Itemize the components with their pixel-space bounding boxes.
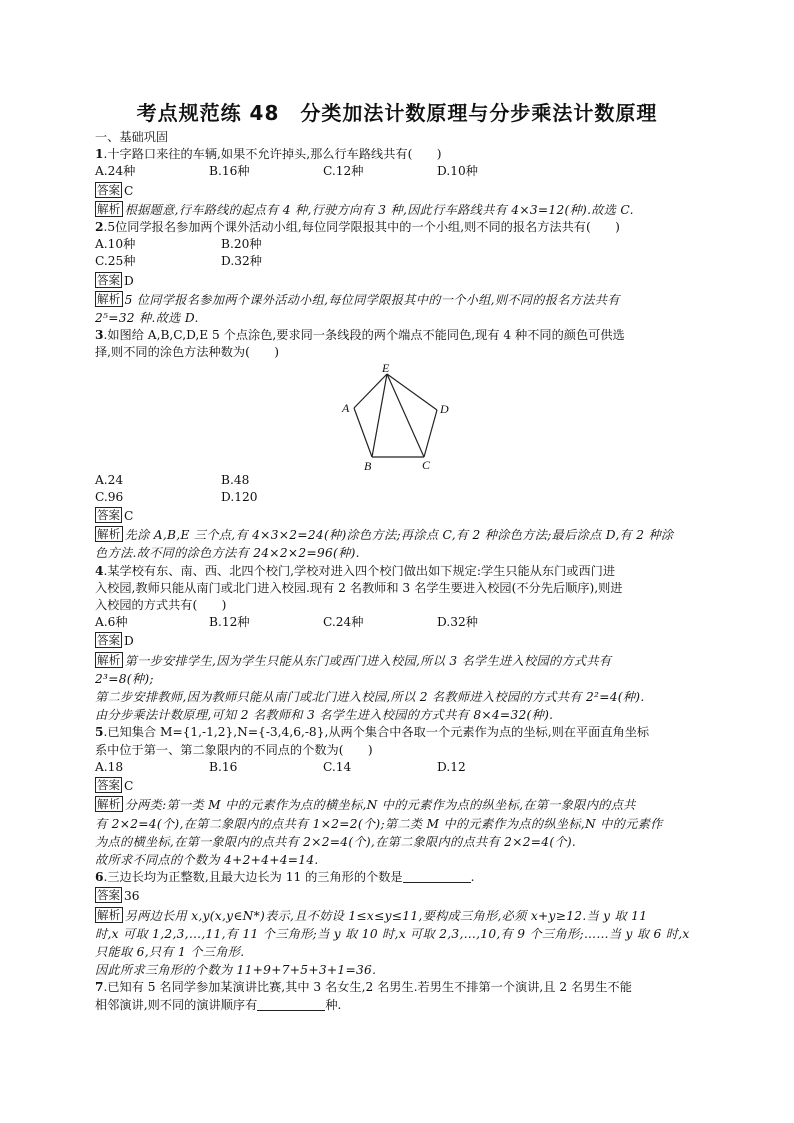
answer-tag: 答案 xyxy=(97,888,120,903)
explanation-text: 分两类:第一类 M 中的元素作为点的横坐标,N 中的元素作为点的纵坐标,在第一象限内的点共 xyxy=(124,798,636,813)
segment-ec xyxy=(387,374,424,457)
question-number: 6 xyxy=(95,870,104,885)
option-c: C.96 xyxy=(95,489,124,504)
pentagon-figure xyxy=(335,364,465,472)
question-4-line2: 入校园,教师只能从南门或北门进入校园.现有 2 名教师和 3 名学生要进入校园(不分先后顺序),则进 xyxy=(95,580,623,595)
answer-value: D xyxy=(124,273,134,288)
answer-4 xyxy=(95,632,700,650)
option-d: D.12 xyxy=(437,759,466,774)
options-3b xyxy=(95,489,700,506)
explanation-3-line2: 色方法.故不同的涂色方法有 24×2×2=96(种). xyxy=(95,546,360,561)
question-number: 3 xyxy=(95,328,104,343)
question-number: 2 xyxy=(95,220,104,235)
question-7 xyxy=(95,979,700,996)
answer-value: C xyxy=(124,509,134,524)
question-3 xyxy=(95,327,700,344)
question-number: 1 xyxy=(95,147,104,162)
option-a: A.6种 xyxy=(95,615,128,630)
option-a: A.24 xyxy=(95,472,124,487)
answer-blank xyxy=(403,870,471,883)
question-4 xyxy=(95,563,700,580)
question-text: .三边长均为正整数,且最大边长为 11 的三角形的个数是 xyxy=(103,870,403,885)
option-a: A.24种 xyxy=(95,164,136,179)
explain-tag: 解析 xyxy=(97,291,121,306)
option-a: A.18 xyxy=(95,759,124,774)
explain-tag: 解析 xyxy=(97,527,121,542)
option-c: C.24种 xyxy=(323,615,364,630)
option-d: D.10种 xyxy=(437,164,478,179)
explanation-text: 第一步安排学生,因为学生只能从东门或西门进入校园,所以 3 名学生进入校园的方式共有 xyxy=(124,653,612,668)
question-number: 7 xyxy=(95,980,104,995)
answer-blank xyxy=(257,998,325,1011)
explanation-4-line4: 由分步乘法计数原理,可知 2 名教师和 3 名学生进入校园的方式共有 8×4=32(种). xyxy=(95,708,554,723)
question-number: 4 xyxy=(95,563,104,578)
answer-tag: 答案 xyxy=(97,633,120,648)
answer-5 xyxy=(95,777,700,795)
explanation-6-line2: 时,x 可取 1,2,3,…,11,有 11 个三角形;当 y 取 10 时,x 可取 2,3,…,10,有 9 个三角形;……当 y 取 6 时,x xyxy=(95,926,690,941)
question-text: .已知集合 M={1,-1,2},N={-3,4,6,-8},从两个集合中各取一个元素作为点的坐标,则在平面直角坐标 xyxy=(103,725,650,740)
label-d: D xyxy=(440,401,449,416)
question-7-line2 xyxy=(95,997,700,1014)
explanation-6-line4: 因此所求三角形的个数为 11+9+7+5+3+1=36. xyxy=(95,963,377,978)
explanation-6 xyxy=(95,907,700,925)
option-a: A.10种 xyxy=(95,237,136,252)
explanation-5-line2: 有 2×2=4(个),在第二象限内的点共有 1×2=2(个);第二类 M 中的元素作为点的纵坐标,N 中的元素作 xyxy=(95,816,663,831)
explanation-5-line3: 为点的横坐标,在第一象限内的点共有 2×2=4(个),在第二象限内的点共有 2×2=4(个). xyxy=(95,834,577,849)
answer-value: C xyxy=(124,183,134,198)
question-number: 5 xyxy=(95,725,104,740)
answer-tag: 答案 xyxy=(97,272,120,287)
explanation-text: 另两边长用 x,y(x,y∈N*)表示,且不妨设 1≤x≤y≤11,要构成三角形,必须 x+y≥12.当 y 取 11 xyxy=(124,908,648,923)
explanation-5 xyxy=(95,796,700,814)
option-b: B.12种 xyxy=(209,615,250,630)
option-d: D.32种 xyxy=(221,254,262,269)
answer-tag: 答案 xyxy=(97,508,120,523)
question-text: .如图给 A,B,C,D,E 5 个点涂色,要求同一条线段的两个端点不能同色,现有 4 种不同的颜色可供选 xyxy=(103,328,625,343)
option-c: C.14 xyxy=(323,759,352,774)
options-3a xyxy=(95,472,700,489)
explanation-3 xyxy=(95,526,700,544)
explanation-2-line2: 2⁵=32 种.故选 D. xyxy=(95,311,199,326)
explanation-4-line3: 第二步安排教师,因为教师只能从南门或北门进入校园,所以 2 名教师进入校园的方式共有 2²=4(种). xyxy=(95,690,645,705)
question-text: .已知有 5 名同学参加某演讲比赛,其中 3 名女生,2 名男生.若男生不排第一个演讲,且 2 名男生不能 xyxy=(103,980,632,995)
segment-cd xyxy=(424,410,437,457)
question-6 xyxy=(95,869,700,886)
question-1 xyxy=(95,146,700,163)
question-5-line2: 系中位于第一、第二象限内的不同点的个数为( ) xyxy=(95,742,373,757)
explain-tag: 解析 xyxy=(97,201,121,216)
explanation-4-line2: 2³=8(种); xyxy=(95,671,154,686)
option-b: B.20种 xyxy=(221,237,262,252)
explanation-text: 先涂 A,B,E 三个点,有 4×3×2=24(种)涂色方法;再涂点 C,有 2 种涂色方法;最后涂点 D,有 2 种涂 xyxy=(124,528,674,543)
option-d: D.32种 xyxy=(437,615,478,630)
answer-value: C xyxy=(124,779,134,794)
answer-value: D xyxy=(124,634,134,649)
option-b: B.16 xyxy=(209,759,238,774)
option-b: B.48 xyxy=(221,472,250,487)
question-text: 相邻演讲,则不同的演讲顺序有 xyxy=(95,997,258,1012)
content xyxy=(95,129,700,1014)
option-d: D.120 xyxy=(221,489,258,504)
question-text: .十字路口来往的车辆,如果不允许掉头,那么行车路线共有( ) xyxy=(103,147,442,162)
question-2 xyxy=(95,219,700,236)
question-text-end: 种. xyxy=(325,997,342,1012)
explanation-1 xyxy=(95,201,700,219)
option-b: B.16种 xyxy=(209,164,250,179)
answer-tag: 答案 xyxy=(97,182,120,197)
options-1 xyxy=(95,163,700,180)
question-3-line2: 择,则不同的涂色方法种数为( ) xyxy=(95,345,280,360)
explain-tag: 解析 xyxy=(97,652,121,667)
option-c: C.25种 xyxy=(95,254,136,269)
explain-tag: 解析 xyxy=(97,907,121,922)
option-c: C.12种 xyxy=(323,164,364,179)
options-2a xyxy=(95,236,700,253)
question-4-line3: 入校园的方式共有( ) xyxy=(95,598,227,613)
section-heading: 一、基础巩固 xyxy=(95,130,169,144)
answer-tag: 答案 xyxy=(97,778,120,793)
answer-3 xyxy=(95,507,700,525)
options-2b xyxy=(95,253,700,270)
question-5 xyxy=(95,724,700,741)
answer-1 xyxy=(95,182,700,200)
label-c: C xyxy=(422,457,431,472)
options-4 xyxy=(95,614,700,631)
explanation-5-line4: 故所求不同点的个数为 4+2+4+4=14. xyxy=(95,852,319,867)
segment-ab xyxy=(354,408,372,457)
explanation-text: 5 位同学报名参加两个课外活动小组,每位同学限报其中的一个小组,则不同的报名方法共有 xyxy=(124,292,620,307)
explanation-4 xyxy=(95,652,700,670)
explanation-text: 根据题意,行车路线的起点有 4 种,行驶方向有 3 种,因此行车路线共有 4×3=12(种).故选 C. xyxy=(124,202,634,217)
page-title: 考点规范练 48 分类加法计数原理与分步乘法计数原理 xyxy=(136,101,658,125)
label-a: A xyxy=(342,400,350,415)
explanation-2 xyxy=(95,291,700,309)
question-text-end: . xyxy=(470,870,475,885)
answer-6 xyxy=(95,887,700,905)
question-text: .某学校有东、南、西、北四个校门,学校对进入四个校门做出如下规定:学生只能从东门或西门进 xyxy=(103,563,616,578)
label-e: E xyxy=(382,363,390,375)
label-b: B xyxy=(364,458,372,472)
answer-value: 36 xyxy=(124,889,140,904)
options-5 xyxy=(95,759,700,776)
explain-tag: 解析 xyxy=(97,797,121,812)
answer-2 xyxy=(95,272,700,290)
question-text: .5位同学报名参加两个课外活动小组,每位同学限报其中的一个小组,则不同的报名方法共有( ) xyxy=(103,220,620,235)
explanation-6-line3: 只能取 6,只有 1 个三角形. xyxy=(95,944,245,959)
